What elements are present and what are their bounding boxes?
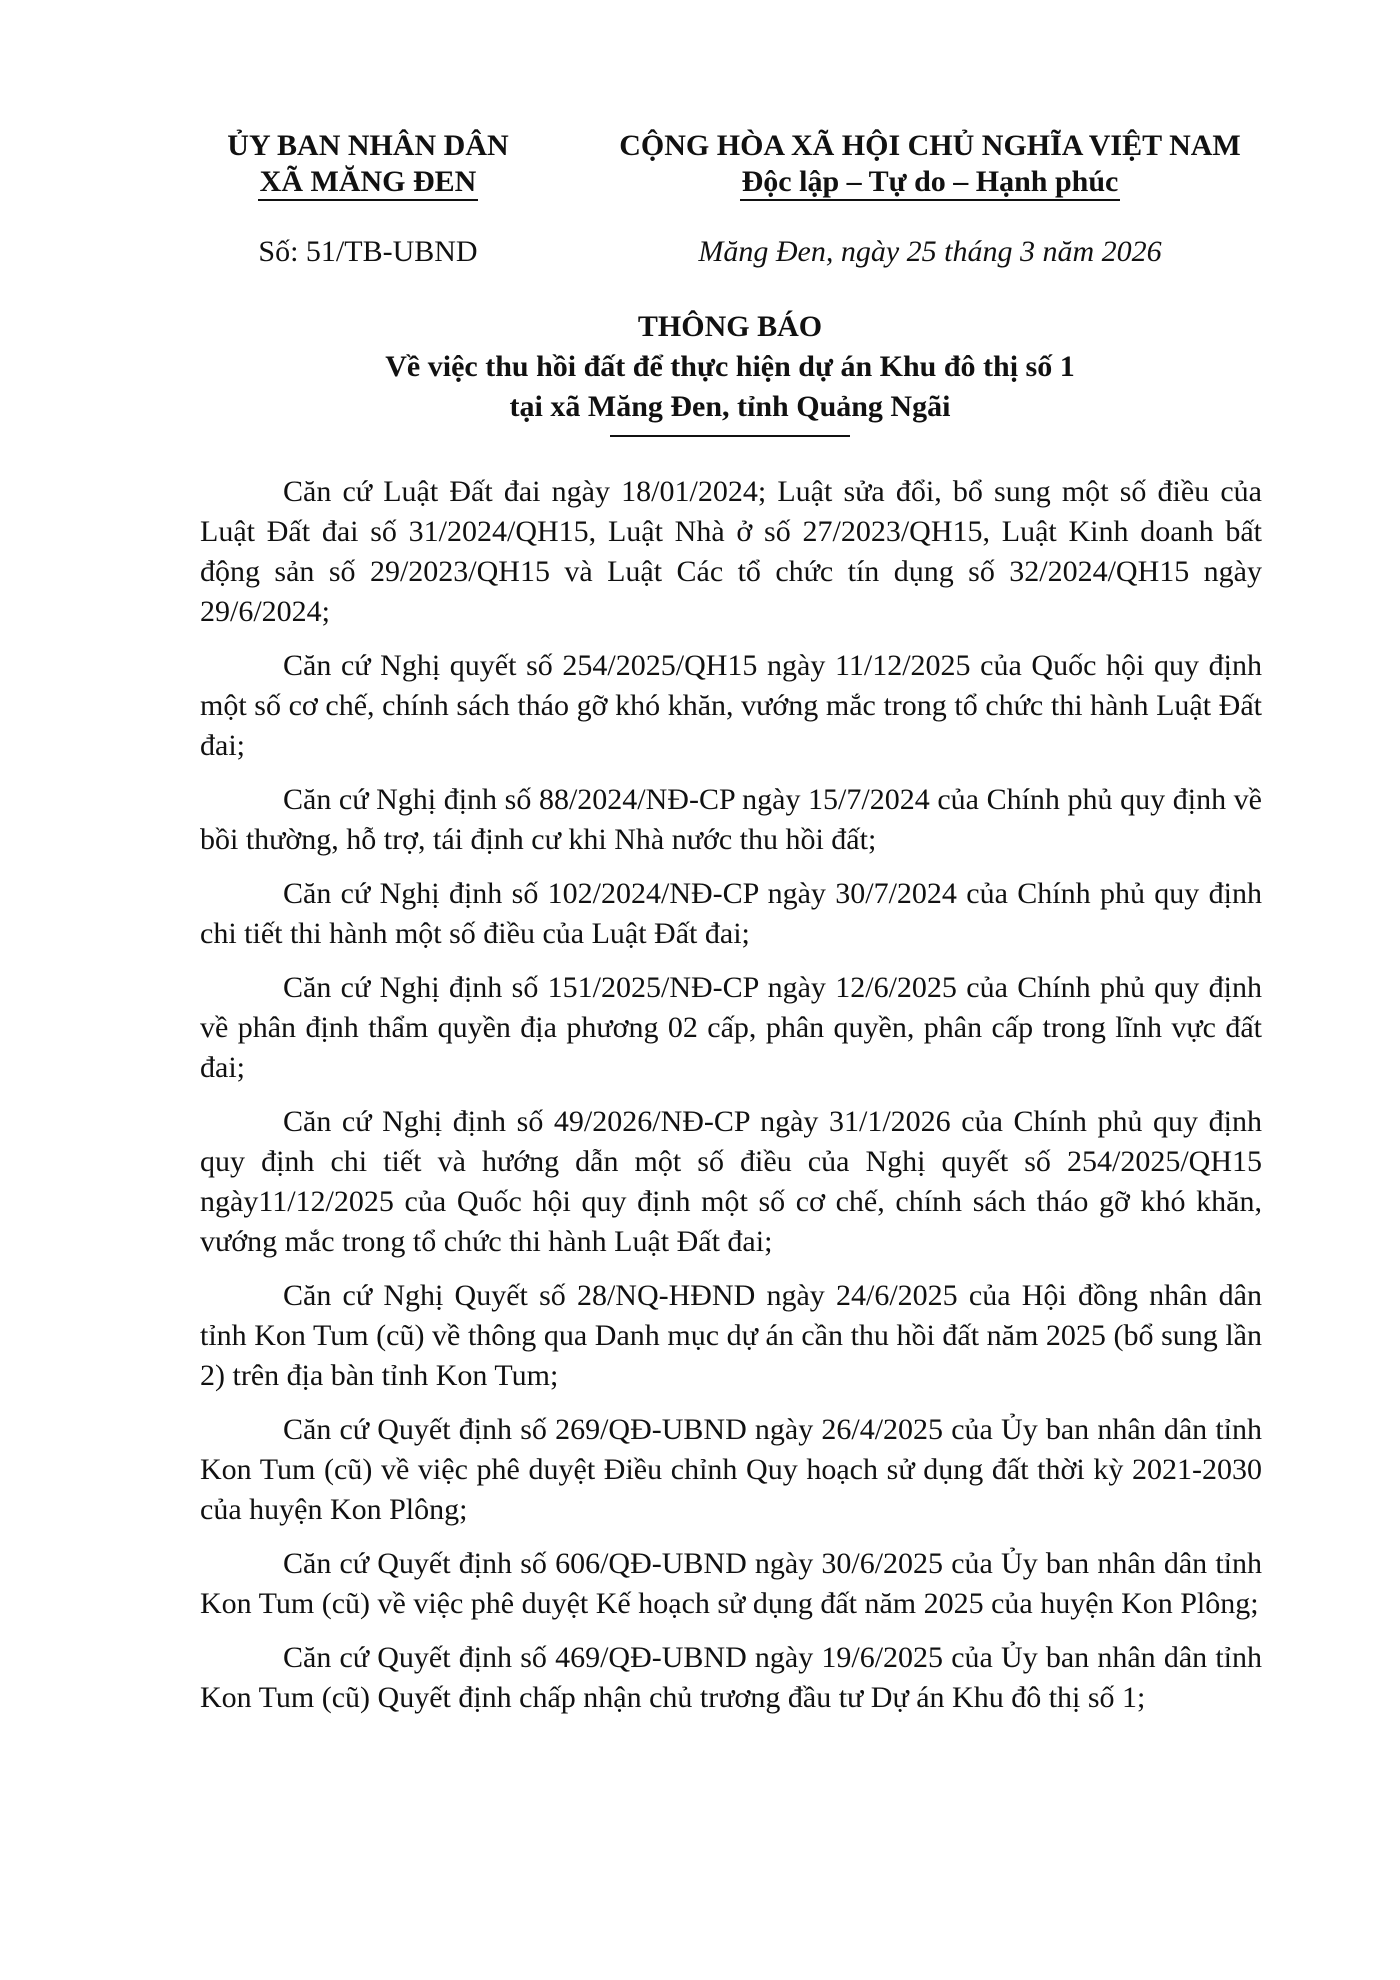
national-motto: [580, 128, 1280, 201]
document-type: THÔNG BÁO: [637, 310, 823, 343]
nation-line-2: Độc lập – Tự do – Hạnh phúc: [740, 165, 1121, 201]
place-and-date: Măng Đen, ngày 25 tháng 3 năm 2026: [698, 235, 1162, 268]
agency-line-1: ỦY BAN NHÂN DÂN: [227, 129, 509, 162]
subject-line-2: tại xã Măng Đen, tỉnh Quảng Ngãi: [509, 390, 951, 423]
legal-basis-paragraph: Căn cứ Quyết định số 606/QĐ-UBND ngày 30/6/2025 của Ủy ban nhân dân tỉnh Kon Tum (cũ) về việc phê duyệt Kế hoạch sử dụng đất năm 2025 của huyện Kon Plông;: [200, 1547, 1262, 1620]
legal-basis-paragraph: Căn cứ Quyết định số 469/QĐ-UBND ngày 19/6/2025 của Ủy ban nhân dân tỉnh Kon Tum (cũ) Quyết định chấp nhận chủ trương đầu tư Dự án Khu đô thị số 1;: [200, 1641, 1262, 1714]
issuing-agency: [218, 128, 518, 201]
title-divider: [610, 435, 850, 437]
agency-line-2: XÃ MĂNG ĐEN: [258, 165, 479, 201]
nation-line-1: CỘNG HÒA XÃ HỘI CHỦ NGHĨA VIỆT NAM: [619, 129, 1241, 162]
legal-basis-paragraph: Căn cứ Nghị định số 102/2024/NĐ-CP ngày 30/7/2024 của Chính phủ quy định chi tiết thi hành một số điều của Luật Đất đai;: [200, 877, 1262, 950]
legal-basis-paragraph: Căn cứ Nghị quyết số 254/2025/QH15 ngày 11/12/2025 của Quốc hội quy định một số cơ chế, chính sách tháo gỡ khó khăn, vướng mắc trong tổ chức thi hành Luật Đất đai;: [200, 649, 1262, 762]
legal-basis-paragraph: Căn cứ Nghị định số 49/2026/NĐ-CP ngày 31/1/2026 của Chính phủ quy định quy định chi tiết và hướng dẫn một số điều của Nghị quyết số 254/2025/QH15 ngày11/12/2025 của Quốc hội quy định một số cơ chế, chính sách tháo gỡ khó khăn, vướng mắc trong tổ chức thi hành Luật Đất đai;: [200, 1105, 1262, 1258]
legal-basis-paragraph: Căn cứ Nghị định số 88/2024/NĐ-CP ngày 15/7/2024 của Chính phủ quy định về bồi thường, hỗ trợ, tái định cư khi Nhà nước thu hồi đất;: [200, 783, 1262, 856]
legal-basis-paragraph: Căn cứ Nghị định số 151/2025/NĐ-CP ngày 12/6/2025 của Chính phủ quy định về phân định thẩm quyền địa phương 02 cấp, phân quyền, phân cấp trong lĩnh vực đất đai;: [200, 971, 1262, 1084]
document-number: Số: 51/TB-UBND: [258, 235, 478, 268]
legal-basis-paragraph: Căn cứ Quyết định số 269/QĐ-UBND ngày 26/4/2025 của Ủy ban nhân dân tỉnh Kon Tum (cũ) về việc phê duyệt Điều chỉnh Quy hoạch sử dụng đất thời kỳ 2021-2030 của huyện Kon Plông;: [200, 1413, 1262, 1526]
document-body: [200, 472, 1262, 1732]
subject-line-1: Về việc thu hồi đất để thực hiện dự án Khu đô thị số 1: [385, 350, 1075, 383]
document-title: [200, 307, 1260, 437]
legal-basis-paragraph: Căn cứ Luật Đất đai ngày 18/01/2024; Luật sửa đổi, bổ sung một số điều của Luật Đất đai số 31/2024/QH15, Luật Nhà ở số 27/2023/QH15, Luật Kinh doanh bất động sản số 29/2023/QH15 và Luật Các tổ chức tín dụng số 32/2024/QH15 ngày 29/6/2024;: [200, 475, 1262, 628]
legal-basis-paragraph: Căn cứ Nghị Quyết số 28/NQ-HĐND ngày 24/6/2025 của Hội đồng nhân dân tỉnh Kon Tum (cũ) về thông qua Danh mục dự án cần thu hồi đất năm 2025 (bổ sung lần 2) trên địa bàn tỉnh Kon Tum;: [200, 1279, 1262, 1392]
